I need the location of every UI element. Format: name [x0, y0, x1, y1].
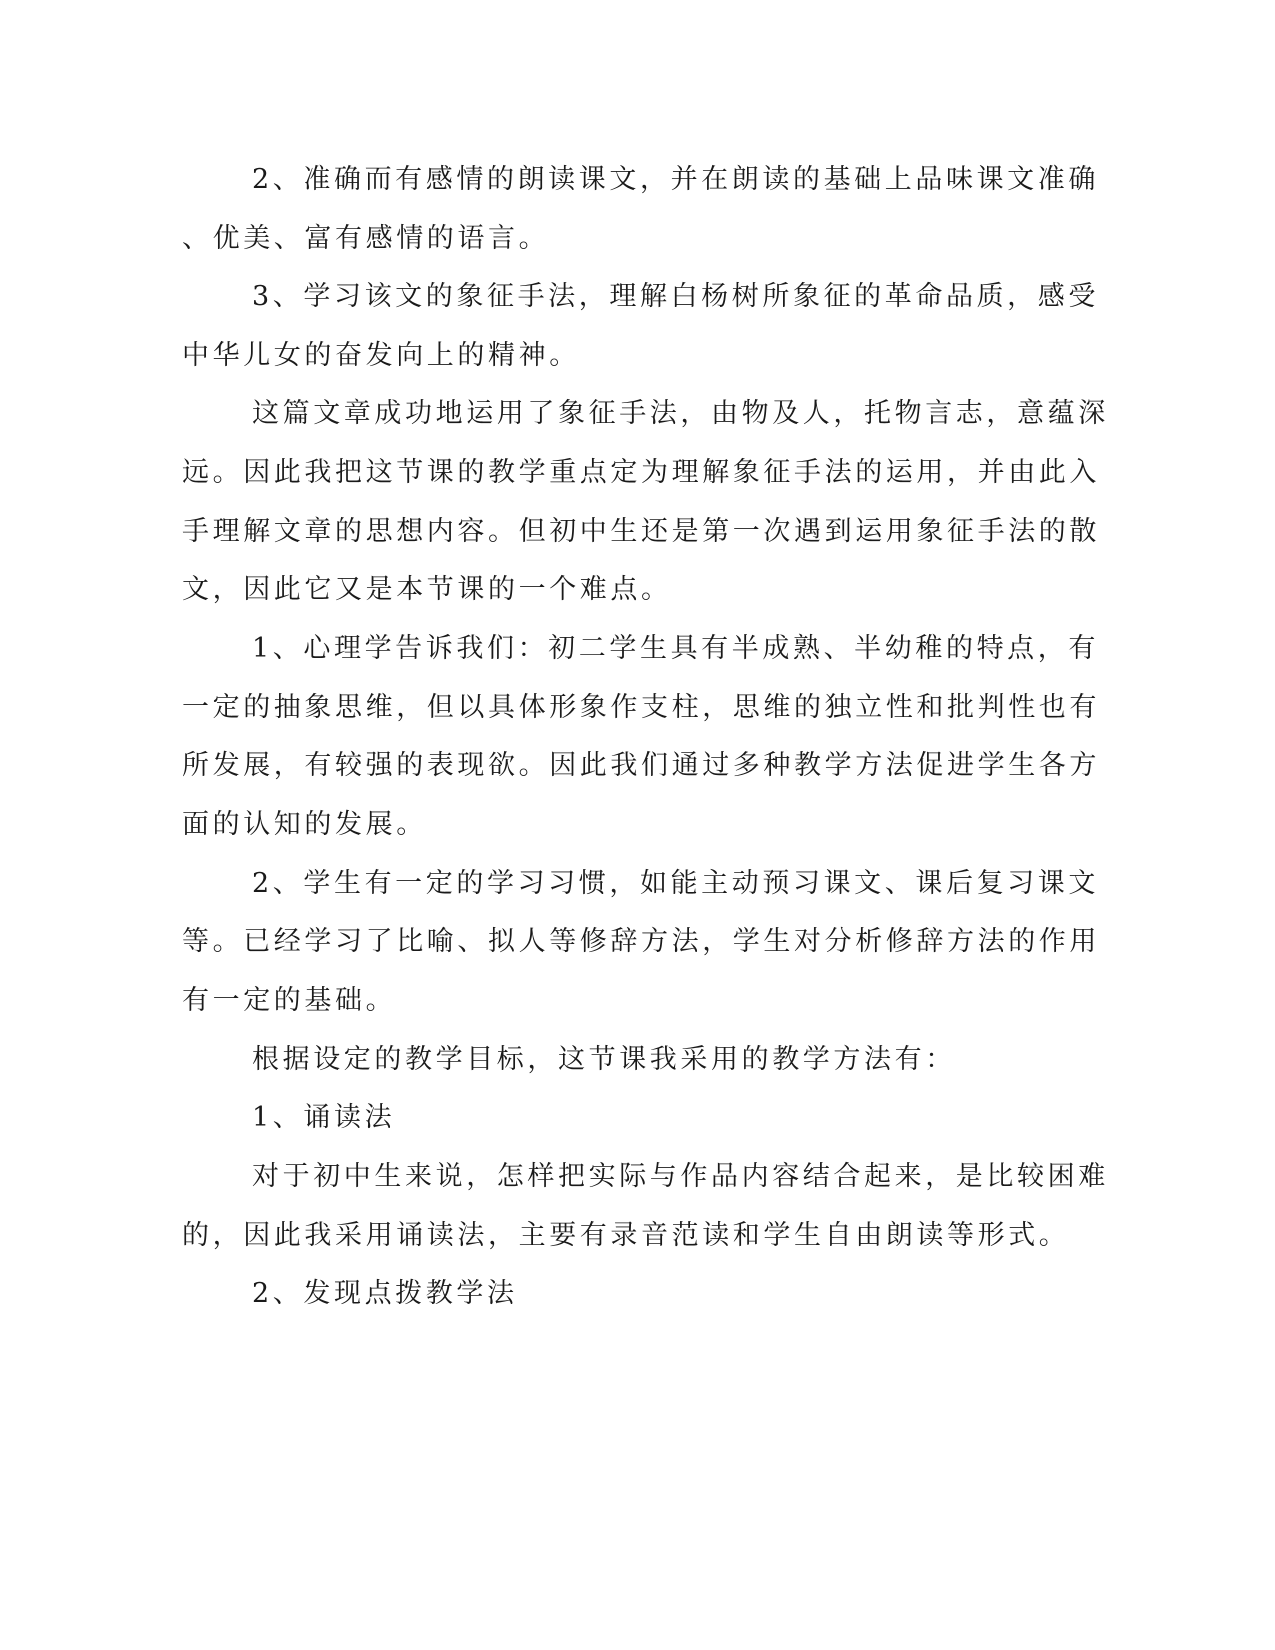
text-line: 这篇文章成功地运用了象征手法，由物及人，托物言志，意蕴深: [252, 398, 1109, 429]
text-line: 手理解文章的思想内容。但初中生还是第一次遇到运用象征手法的散: [182, 516, 1100, 547]
text-line: 根据设定的教学目标，这节课我采用的教学方法有：: [252, 1044, 956, 1075]
text-line: 、优美、富有感情的语言。: [182, 223, 550, 254]
text-line: 1、诵读法: [252, 1102, 396, 1133]
text-line: 3、学习该文的象征手法，理解白杨树所象征的革命品质，感受: [252, 281, 1099, 312]
text-line: 对于初中生来说，怎样把实际与作品内容结合起来，是比较困难: [252, 1161, 1109, 1192]
text-line: 所发展，有较强的表现欲。因此我们通过多种教学方法促进学生各方: [182, 750, 1100, 781]
text-line: 2、学生有一定的学习习惯，如能主动预习课文、课后复习课文: [252, 868, 1099, 899]
text-line: 文，因此它又是本节课的一个难点。: [182, 574, 672, 605]
text-line: 的，因此我采用诵读法，主要有录音范读和学生自由朗读等形式。: [182, 1220, 1070, 1251]
text-line: 2、发现点拨教学法: [252, 1278, 518, 1309]
text-line: 等。已经学习了比喻、拟人等修辞方法，学生对分析修辞方法的作用: [182, 926, 1100, 957]
text-line: 一定的抽象思维，但以具体形象作支柱，思维的独立性和批判性也有: [182, 692, 1100, 723]
text-line: 有一定的基础。: [182, 985, 397, 1016]
text-line: 远。因此我把这节课的教学重点定为理解象征手法的运用，并由此入: [182, 457, 1100, 488]
text-line: 1、心理学告诉我们：初二学生具有半成熟、半幼稚的特点，有: [252, 633, 1099, 664]
text-line: 2、准确而有感情的朗读课文，并在朗读的基础上品味课文准确: [252, 164, 1099, 195]
text-line: 面的认知的发展。: [182, 809, 427, 840]
text-line: 中华儿女的奋发向上的精神。: [182, 340, 580, 371]
